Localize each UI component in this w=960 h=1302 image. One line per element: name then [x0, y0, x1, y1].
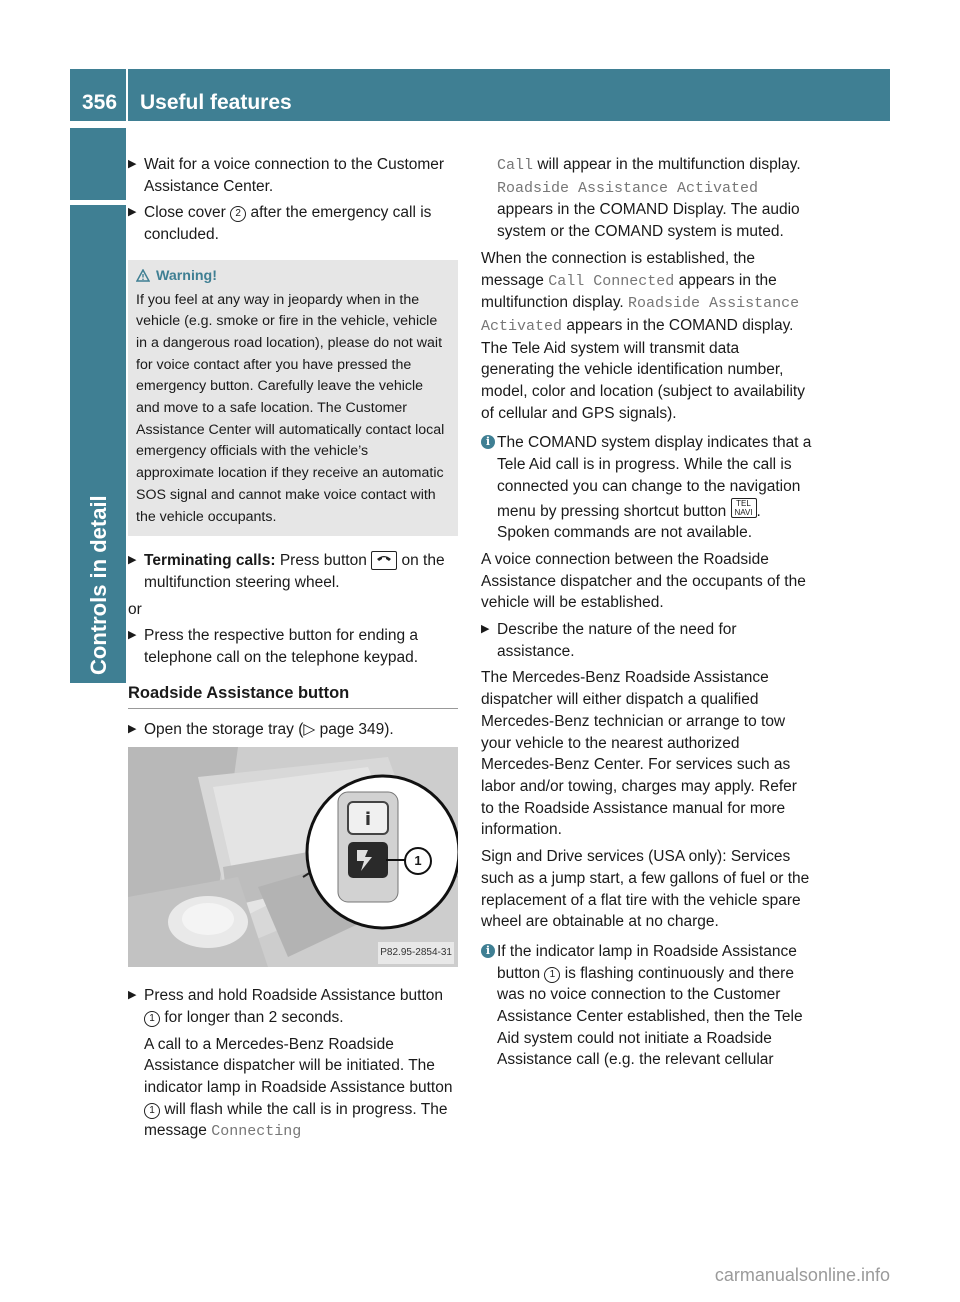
call-message-continued: Call will appear in the multifunction display. Roadside Assistance Activated appears in the COMAND Display. The audio system or the COMAND system is muted.: [497, 156, 801, 241]
side-tab: [70, 205, 126, 683]
sign-drive-text: Sign and Drive services (USA only): Services such as a jump start, a few gallons of fuel or the replacement of a flat tire with the vehicle spare wheel are obtainable at no charge.: [481, 848, 810, 931]
tel-navi-button-icon: TEL NAVI: [731, 498, 757, 518]
step-press-hold: ▶ Press and hold Roadside Assistance button 1 for longer than 2 seconds.: [128, 987, 443, 1026]
section-title: Useful features: [140, 91, 292, 114]
connecting-message: Connecting: [211, 1123, 302, 1141]
callout-2-icon: 2: [230, 206, 246, 222]
step-describe: ▶ Describe the nature of the need for assistance.: [481, 621, 737, 660]
page-ref-arrow-icon: ▷: [303, 721, 316, 739]
watermark: carmanualsonline.info: [714, 1265, 890, 1285]
section-header: [128, 69, 890, 121]
step-arrow-icon: ▶: [128, 158, 137, 170]
voice-connection-text: A voice connection between the Roadside Assistance dispatcher and the occupants of the vehicle will be established.: [481, 550, 806, 612]
callout-1-icon: 1: [144, 1011, 160, 1027]
step-arrow-icon: ▶: [128, 989, 137, 1002]
warning-body: If you feel at any way in jeopardy when in the vehicle (e.g. smoke or fire in the vehicle, vehicle in a dangerous road location), please do not wait for voice contact after you have pressed the emergency button. Carefully leave the vehicle and move to a safe location. The Customer Assistance Center will automatically contact local emergency officials with the vehicle’s approximate location if they receive an automatic SOS signal and cannot make voice contact with the vehicle occupants.: [136, 291, 445, 525]
step-storage-tray: ▶ Open the storage tray (▷ page 349).: [128, 719, 458, 741]
step-arrow-icon: ▶: [128, 206, 137, 219]
call-message: Call: [497, 157, 534, 174]
dispatcher-text: The Mercedes-Benz Roadside Assistance dispatcher will either dispatch a qualified Mercedes-Benz technician or arrange to tow your vehicle to the nearest authorized Mercedes-Benz Center. For services such as labor and/or towing, charges may apply. Refer to the Roadside Assistance manual for more information.: [481, 669, 797, 839]
figure-callout-1: 1: [404, 847, 432, 875]
step-close-cover: ▶ Close cover 2 after the emergency call is concluded.: [128, 204, 432, 244]
step-arrow-icon: ▶: [128, 629, 137, 642]
call-connected-message: Call Connected: [548, 272, 675, 290]
call-initiated-text: A call to a Mercedes-Benz Roadside Assistance dispatcher will be initiated. The indicator lamp in Roadside Assistance button 1 will flash while the call is in progress. The message Connecting: [144, 1035, 453, 1141]
right-column: [481, 154, 813, 1076]
figure-reference: P82.95-2854-31: [378, 942, 454, 964]
roadside-button-figure: [128, 747, 458, 967]
or-text: or: [128, 600, 142, 618]
step-wait: ▶ Wait for a voice connection to the Customer Assistance Center.: [128, 156, 445, 195]
roadside-activated-message-2: Roadside Assistance Activated: [481, 295, 800, 335]
page-number-box: [70, 69, 126, 121]
end-call-button-icon: [371, 551, 397, 570]
side-tab-marker: [70, 128, 126, 200]
step-arrow-icon: ▶: [128, 554, 137, 567]
svg-text:i: i: [364, 809, 372, 831]
info-note-comand: i The COMAND system display indicates that a Tele Aid call is in progress. While the call is connected you can change to the navigation menu by pressing shortcut button TEL NAVI . Spoken commands are not available.: [481, 432, 813, 544]
step-arrow-icon: ▶: [128, 723, 137, 736]
side-tab-label: Controls in detail: [86, 495, 111, 675]
warning-triangle-icon: [136, 269, 150, 282]
warning-title: Warning!: [136, 266, 450, 288]
callout-1-icon: 1: [544, 967, 560, 983]
connection-established-text: When the connection is established, the message Call Connected appears in the multifunction display. Roadside Assistance Activated appears in the COMAND display. The Tele Aid system will transmit data generating the vehicle identification number, model, color and location (subject to availability of cellular and GPS signals).: [481, 249, 805, 422]
info-icon: i: [481, 435, 495, 449]
section-heading: Roadside Assistance button: [128, 683, 458, 710]
info-icon: i: [481, 944, 495, 958]
roadside-activated-message: Roadside Assistance Activated: [497, 179, 759, 197]
step-terminating: ▶ Terminating calls: Press button on the multifunction steering wheel.: [128, 552, 445, 591]
callout-1-icon: 1: [144, 1103, 160, 1119]
step-keypad: ▶ Press the respective button for ending a telephone call on the telephone keypad.: [128, 627, 419, 667]
left-column: [128, 154, 458, 1148]
page-number: 356: [82, 91, 118, 114]
step-arrow-icon: ▶: [481, 623, 490, 636]
warning-box: [128, 260, 458, 536]
info-note-indicator: i If the indicator lamp in Roadside Assistance button 1 is flashing continuously and there was no voice connection to the Customer Assistance Center established, then the Tele Aid system could not initiate a Roadside Assistance call (e.g. the relevant cellular: [481, 941, 813, 1071]
